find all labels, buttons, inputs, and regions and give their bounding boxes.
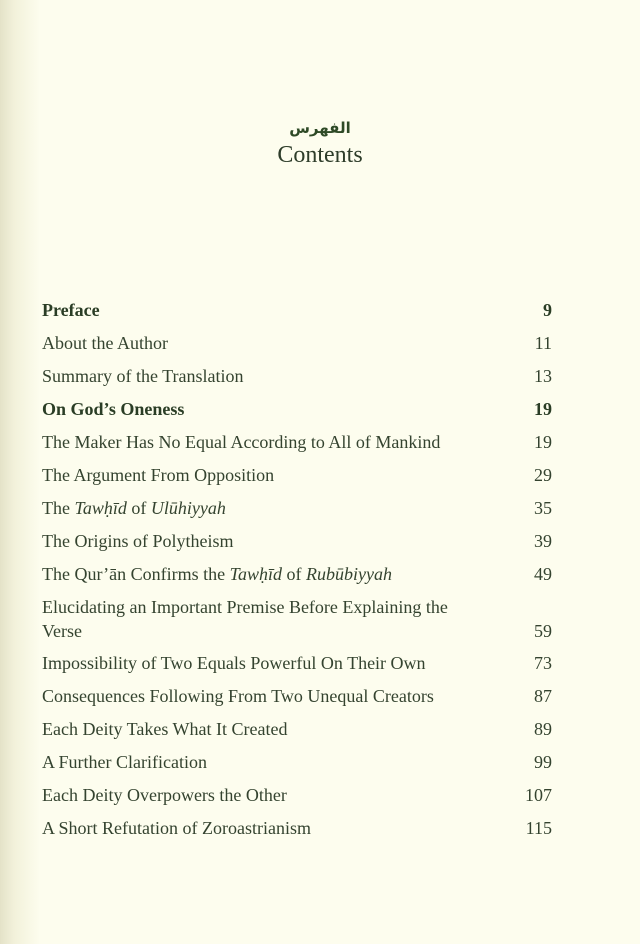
toc-entry-tawhid-uluhiyyah[interactable] bbox=[42, 492, 552, 525]
toc-entry-deity-overpowers[interactable] bbox=[42, 779, 552, 812]
toc-entry-page: 19 bbox=[534, 399, 552, 419]
toc-entry-page: 11 bbox=[534, 333, 552, 353]
toc-entry-page: 99 bbox=[534, 752, 552, 772]
toc-entry-zoroastrianism[interactable] bbox=[42, 812, 552, 845]
title-part: of bbox=[282, 564, 306, 584]
toc-entry-title bbox=[42, 558, 392, 591]
title-part: The Qur’ān Confirms the bbox=[42, 564, 230, 584]
toc-entry-page: 49 bbox=[534, 564, 552, 584]
toc-entry-title: A Short Refutation of Zoroastrianism bbox=[42, 818, 311, 838]
toc-entry-title: Consequences Following From Two Unequal Creators bbox=[42, 686, 434, 706]
title-line: Elucidating an Important Premise Before Explaining the bbox=[42, 597, 448, 617]
contents-header bbox=[0, 118, 640, 170]
toc-entry-title: The Maker Has No Equal According to All of Mankind bbox=[42, 432, 441, 452]
toc-entry-title: Impossibility of Two Equals Powerful On Their Own bbox=[42, 653, 426, 673]
toc-entry-page: 115 bbox=[525, 818, 552, 838]
title-line: Verse bbox=[42, 621, 82, 641]
toc-entry-title: The Origins of Polytheism bbox=[42, 531, 234, 551]
title-part-italic: Tawḥīd bbox=[74, 498, 127, 518]
title-part-italic: Ulūhiyyah bbox=[150, 498, 226, 518]
toc-entry-title: Summary of the Translation bbox=[42, 366, 244, 386]
toc-entry-page: 9 bbox=[543, 300, 552, 320]
toc-entry-argument-opposition[interactable] bbox=[42, 459, 552, 492]
toc-entry-page: 35 bbox=[534, 498, 552, 518]
toc-entry-page: 29 bbox=[534, 465, 552, 485]
toc-entry-title: Each Deity Takes What It Created bbox=[42, 719, 288, 739]
toc-entry-page: 89 bbox=[534, 719, 552, 739]
toc-entry-title: About the Author bbox=[42, 333, 168, 353]
title-part: The bbox=[42, 498, 75, 518]
toc-entry-deity-takes-created[interactable] bbox=[42, 713, 552, 746]
title-part-italic: Rubūbiyyah bbox=[306, 564, 392, 584]
toc-entry-title: The Argument From Opposition bbox=[42, 465, 275, 485]
title-part-italic: Tawḥīd bbox=[229, 564, 282, 584]
toc-entry-origins-polytheism[interactable] bbox=[42, 525, 552, 558]
toc-entry-about-author[interactable] bbox=[42, 327, 552, 360]
toc-entry-further-clarification[interactable] bbox=[42, 746, 552, 779]
toc-entry-title: A Further Clarification bbox=[42, 752, 207, 772]
toc-entry-elucidating-premise[interactable] bbox=[42, 591, 552, 647]
title-part: of bbox=[126, 498, 151, 518]
toc-entry-title: Preface bbox=[42, 300, 100, 320]
toc-entry-two-unequal-creators[interactable] bbox=[42, 680, 552, 713]
toc-entry-page: 59 bbox=[534, 621, 552, 641]
toc-entry-quran-confirms-rububiyyah[interactable] bbox=[42, 558, 552, 591]
page-title: Contents bbox=[277, 142, 363, 168]
toc-entry-page: 13 bbox=[534, 366, 552, 386]
toc-entry-gods-oneness[interactable] bbox=[42, 393, 552, 426]
toc-entry-preface[interactable] bbox=[42, 294, 552, 327]
toc-entry-page: 39 bbox=[534, 531, 552, 551]
toc-entry-title bbox=[42, 591, 448, 647]
toc-entry-page: 73 bbox=[534, 653, 552, 673]
toc-entry-two-equals[interactable] bbox=[42, 647, 552, 680]
toc-entry-maker-no-equal[interactable] bbox=[42, 426, 552, 459]
toc-entry-title bbox=[42, 492, 226, 525]
toc-entry-page: 107 bbox=[525, 785, 552, 805]
toc-entry-summary-translation[interactable] bbox=[42, 360, 552, 393]
toc-entry-page: 19 bbox=[534, 432, 552, 452]
arabic-title: الفهرس bbox=[289, 119, 351, 137]
toc-entry-title: Each Deity Overpowers the Other bbox=[42, 785, 287, 805]
toc-entry-title: On God’s Oneness bbox=[42, 399, 185, 419]
toc-entry-page: 87 bbox=[534, 686, 552, 706]
table-of-contents bbox=[42, 294, 552, 845]
